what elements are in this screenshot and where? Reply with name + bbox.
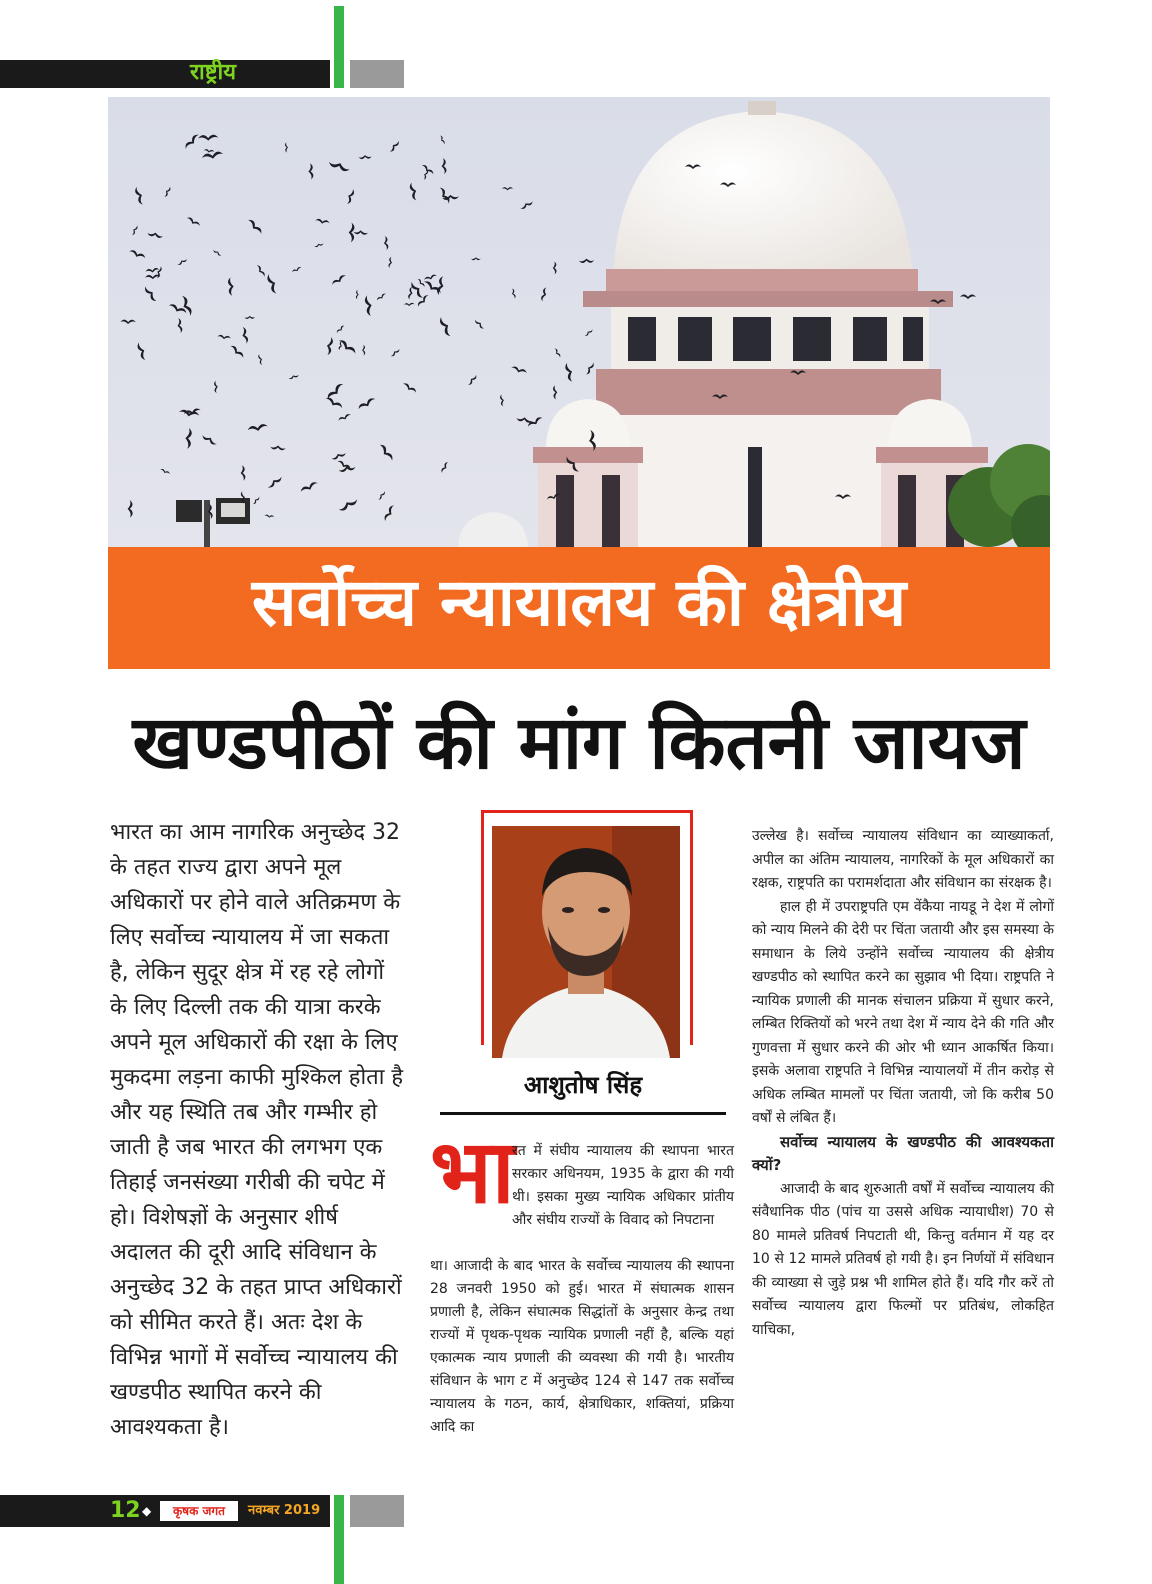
header-bar [0, 60, 330, 88]
header-gray-block [350, 60, 404, 88]
column3-paragraph-1: उल्लेख है। सर्वोच्च न्यायालय संविधान का व्याख्याकर्ता, अपील का अंतिम न्यायालय, नागरिकों के मूल अधिकारों का रक्षक, राष्ट्रपति का परामर्शदाता और संविधान का संरक्षक है। [752, 828, 1054, 891]
column3-subheading: सर्वोच्च न्यायालय के खण्डपीठ की आवश्यकता क्यों? [752, 1132, 1054, 1174]
author-photo [492, 826, 680, 1058]
magazine-logo: कृषक जगत [160, 1501, 238, 1521]
issue-month: नवम्बर 2019 [248, 1503, 321, 1518]
column2-body: था। आजादी के बाद भारत के सर्वोच्च न्यायालय की स्थापना 28 जनवरी 1950 को हुई। भारत में संघात्मक शासन प्रणाली है, लेकिन संघात्मक सिद्धांतों के अनुसार केन्द्र तथा राज्यों में पृथक-पृथक न्यायिक प्रणाली नहीं है, बल्कि यहां एकात्मक न्याय प्रणाली की व्यवस्था की गयी है। भारतीय संविधान के भाग ट में अनुच्छेद 124 से 147 तक सर्वोच्च न्यायालय के गठन, कार्य, क्षेत्राधिकार, शक्तियां, प्रक्रिया आदि का [430, 1258, 734, 1435]
page-number: 12 [110, 1498, 141, 1523]
section-label: राष्ट्रीय [190, 60, 237, 85]
lead-paragraph: भारत का आम नागरिक अनुच्छेद 32 के तहत राज्य द्वारा अपने मूल अधिकारों पर होने वाले अतिक्रमण के लिए सर्वोच्च न्यायालय में जा सकता है, लेकिन सुदूर क्षेत्र में रह रहे लोगों के लिए दिल्ली तक की यात्रा करके अपने मूल अधिकारों की रक्षा के लिए मुकदमा लड़ना काफी मुश्किल होता है और यह स्थिति तब और गम्भीर हो जाती है जब भारत की लगभग एक तिहाई जनसंख्या गरीबी की चपेट में हो। विशेषज्ञों के अनुसार शीर्ष अदालत की दूरी आदि संविधान के अनुच्छेद 32 के तहत प्राप्त अधिकारों को सीमित करते हैं। अतः देश के विभिन्न भागों में सर्वोच्च न्यायालय की खण्डपीठ स्थापित करने की आवश्यकता है। [110, 820, 404, 1440]
author-divider [440, 1112, 726, 1115]
footer-bullet: ◆ [142, 1504, 152, 1518]
supreme-court-photo [108, 97, 1050, 547]
column3-paragraph-2: हाल ही में उपराष्ट्रपति एम वेंकैया नायडू ने देश में लोगों को न्याय मिलने की देरी पर चिंता जतायी और इस समस्या के समाधान के लिये उन्होंने सर्वोच्च न्यायालय की क्षेत्रीय खण्डपीठ को स्थापित करने का सुझाव भी दिया। राष्ट्रपति ने न्यायिक प्रणाली की मानक संचालन प्रक्रिया में सुधार करने, लम्बित रिक्तियों को भरने तथा देश में न्याय देने की गति और गुणवत्ता में सुधार करने की ओर भी ध्यान आकर्षित किया। इसके अलावा राष्ट्रपति ने विभिन्न न्यायालयों में तीन करोड़ से अधिक लम्बित मामलों पर चिंता जतायी, जो कि करीब 50 वर्षों से लंबित हैं। [752, 898, 1054, 1126]
column2-intro: रत में संघीय न्यायालय की स्थापना भारत सरकार अधिनयम, 1935 के द्वारा की गयी थी। इसका मुख्य न्यायिक अधिकार प्रांतीय और संघीय राज्यों के विवाद को निपटाना [512, 1143, 734, 1228]
author-name: आशुतोष सिंह [523, 1071, 643, 1099]
footer-gray-block [350, 1495, 404, 1527]
column3-paragraph-3: आजादी के बाद शुरुआती वर्षों में सर्वोच्च न्यायालय की संवैधानिक पीठ (पांच या उससे अधिक न्यायाधीश) 70 से 80 मामले प्रतिवर्ष निपटाती थी, किन्तु वर्तमान में यह दर 10 से 12 मामले प्रतिवर्ष हो गयी है। इन निर्णयों में संविधान की व्याख्या से जुड़े प्रश्न भी शामिल होते हैं। यदि गौर करें तो सर्वोच्च न्यायालय द्वारा फिल्मों पर प्रतिबंध, लोकहित याचिका, [752, 1180, 1054, 1338]
headline-line2: खण्डपीठों की मांग कितनी जायज [132, 700, 1026, 786]
headline-line1: सर्वोच्च न्यायालय की क्षेत्रीय [108, 547, 1050, 669]
footer-green-accent [334, 1495, 344, 1584]
header-green-accent [334, 6, 344, 88]
drop-cap: भा [430, 1120, 515, 1223]
column3 [752, 825, 1054, 1342]
